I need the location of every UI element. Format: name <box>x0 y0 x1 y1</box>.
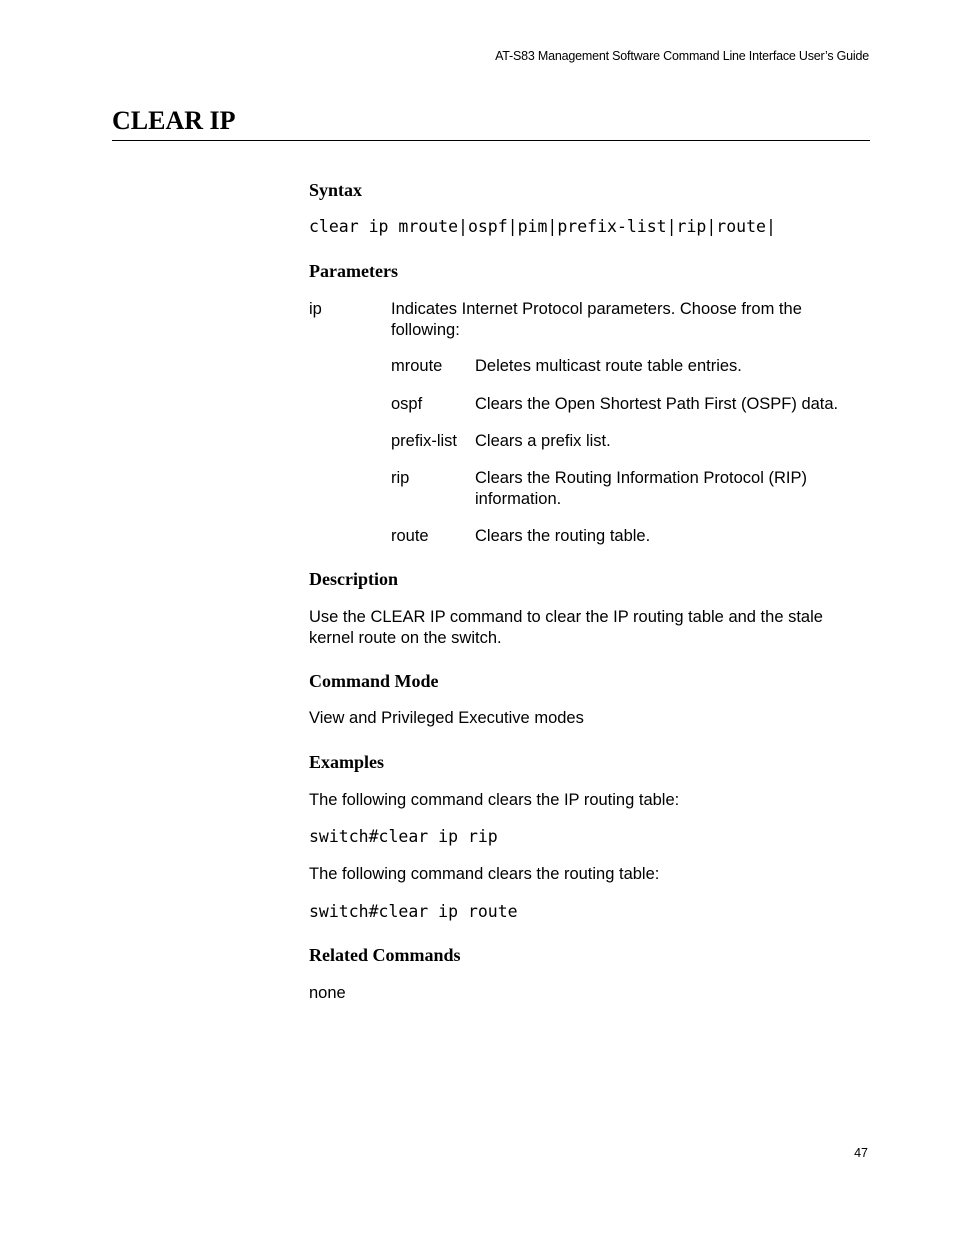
related-commands-text: none <box>309 984 346 1002</box>
example-text: The following command clears the IP routing table: <box>309 791 680 809</box>
param-name: ip <box>309 300 322 318</box>
option-name: mroute <box>391 357 443 375</box>
description-heading: Description <box>309 569 398 589</box>
page-number: 47 <box>854 1146 868 1160</box>
param-description: Indicates Internet Protocol parameters. Choose from the following: <box>391 300 802 339</box>
example-code: switch#clear ip route <box>309 902 518 921</box>
syntax-heading: Syntax <box>309 180 363 200</box>
syntax-command: clear ip mroute|ospf|pim|prefix-list|rip|route| <box>309 217 776 236</box>
option-name: ospf <box>391 395 423 413</box>
running-header: AT-S83 Management Software Command Line Interface User’s Guide <box>495 49 869 63</box>
page-title: CLEAR IP <box>112 106 236 135</box>
option-name: rip <box>391 469 410 487</box>
option-description: Clears the Routing Information Protocol (RIP) information. <box>475 469 807 508</box>
option-name: route <box>391 527 429 545</box>
related-commands-heading: Related Commands <box>309 945 461 965</box>
option-description: Clears the routing table. <box>475 527 651 545</box>
option-description: Deletes multicast route table entries. <box>475 357 742 375</box>
command-mode-heading: Command Mode <box>309 671 439 691</box>
option-description: Clears a prefix list. <box>475 432 611 450</box>
command-mode-text: View and Privileged Executive modes <box>309 709 584 727</box>
examples-heading: Examples <box>309 752 385 772</box>
example-text: The following command clears the routing table: <box>309 865 660 883</box>
parameters-heading: Parameters <box>309 261 398 281</box>
title-rule <box>112 140 870 141</box>
description-text: Use the CLEAR IP command to clear the IP routing table and the stale kernel route on the switch. <box>309 608 823 647</box>
option-description: Clears the Open Shortest Path First (OSPF) data. <box>475 395 839 413</box>
option-name: prefix-list <box>391 432 458 450</box>
example-code: switch#clear ip rip <box>309 827 498 846</box>
